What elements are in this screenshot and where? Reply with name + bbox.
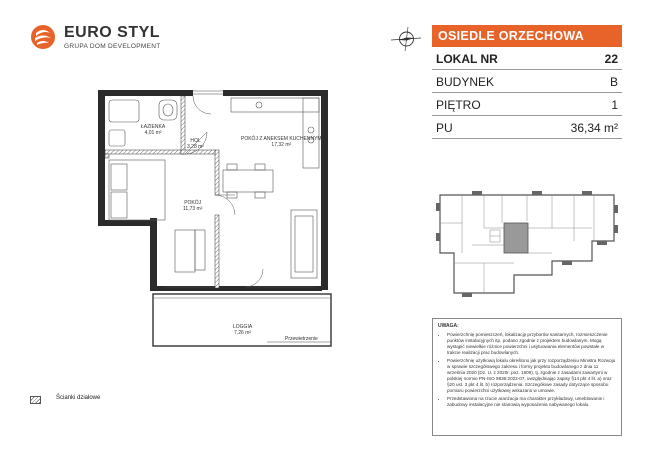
floor-plan-drawing	[95, 80, 345, 355]
notes-list	[438, 332, 616, 408]
room-name: HOL	[190, 138, 201, 144]
room-label-loggia	[233, 324, 252, 336]
room-label-hol	[187, 138, 204, 150]
notes-title: UWAGA:	[438, 323, 459, 329]
row-key: LOKAL NR	[436, 52, 498, 66]
row-key: PIĘTRO	[436, 98, 481, 112]
row-key: BUDYNEK	[436, 75, 495, 89]
room-label-pokoj-aneks	[241, 136, 322, 148]
note-item: • Powierzchnię pomieszczeń, lokalizację przyborów sanitarnych, rozmieszczenie punktów instalacyjnych itp. podano zgodnie z projektem budowlanym. Mogą wystąpić niewielkie różnice powierzchni i usytuowania elementów powstałe w trakcie realizacji prac budowlanych.	[447, 332, 616, 356]
room-label-pokoj	[183, 200, 202, 212]
estate-title: OSIEDLE ORZECHOWA	[432, 25, 622, 47]
row-value: 36,34 m²	[570, 121, 618, 135]
row-value: B	[609, 75, 618, 89]
room-name: POKÓJ	[184, 200, 202, 206]
row-pietro	[432, 93, 622, 116]
row-lokal	[432, 47, 622, 70]
room-area: 11,73 m²	[183, 206, 203, 212]
brand-logo	[30, 24, 190, 60]
legend-label: Ścianki działowe	[56, 395, 101, 401]
row-value: 1	[611, 98, 618, 112]
room-area: 7,26 m²	[234, 330, 252, 336]
notes-box	[432, 318, 622, 436]
brand-name: EURO STYL	[64, 24, 161, 41]
room-name: ŁAZIENKA	[141, 124, 166, 130]
building-key-plan	[432, 183, 622, 305]
hatch-swatch	[30, 396, 41, 404]
note-item: • Przedstawiona na rzucie aranżacja ma charakter przykładowy, umeblowanie i zabudowy instalacyjne nie stanowią wyposażenia nabywanego lokalu.	[447, 396, 616, 408]
euro-styl-logo-icon	[30, 24, 56, 50]
room-label-lazienka	[141, 124, 165, 136]
room-name: LOGGIA	[233, 324, 253, 330]
row-pu	[432, 116, 622, 139]
apartment-info-panel	[432, 25, 622, 139]
room-name: POKÓJ Z ANEKSEM KUCHENNYM	[241, 136, 322, 142]
row-value: 22	[604, 52, 618, 66]
brand-subtitle: GRUPA DOM DEVELOPMENT	[64, 43, 161, 50]
room-area: 3,28 m²	[187, 144, 204, 150]
note-item: • Powierzchnię użytkową lokalu określono jak przy rozporządzeniu Ministra Rozwoju w sprawie szczegółowego zakresu i formy projektu budowlanego z dnia 11 września 2020 (Dz. U. z 2020r. poz. 1609), tj. zgodnie z zasadami zawartymi w polskiej normie PN-ISO 9836:2022-07, uwzględniając zapisy §14 pkt 4 lit. a) oraz §20 ust. 3 pkt 4 lit. b) rozporządzenia. Szczegółowe zasady dotyczące sposobu pomiaru powierzchni użytkowej wskazano w umowie.	[447, 358, 616, 395]
row-budynek	[432, 70, 622, 93]
room-area: 17,32 m²	[271, 142, 292, 148]
floor-plan	[95, 80, 345, 355]
highlighted-unit	[504, 223, 528, 253]
compass-icon	[390, 26, 422, 52]
room-area: 4,01 m²	[144, 130, 162, 136]
row-key: PU	[436, 121, 453, 135]
przewietrzenie-label: Przewietrzenie	[285, 336, 318, 342]
